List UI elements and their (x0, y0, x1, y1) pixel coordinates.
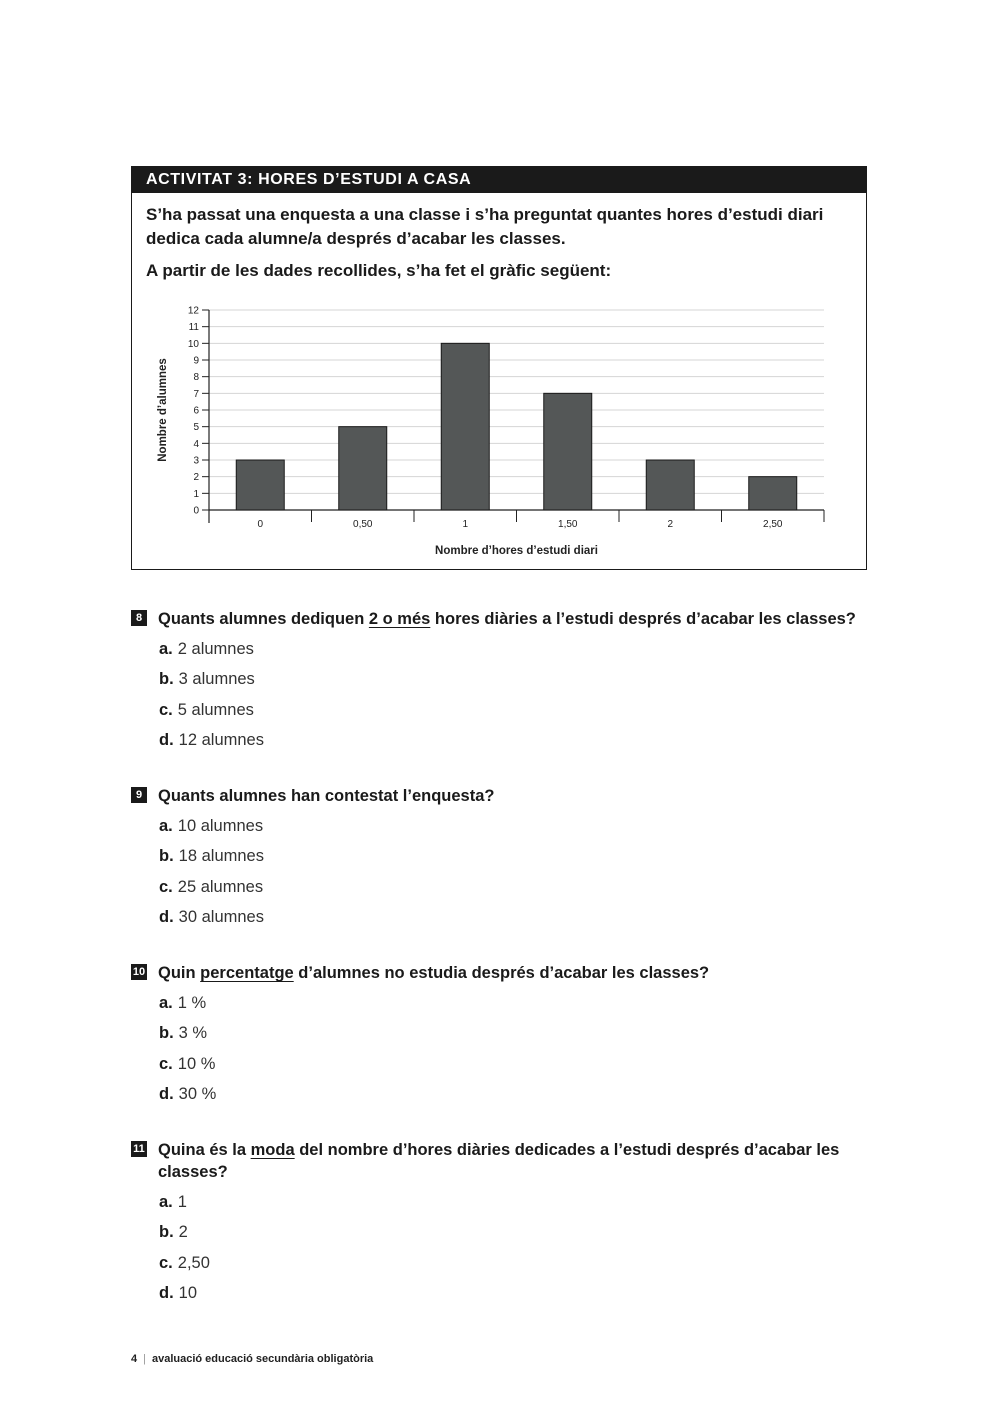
question-11 (131, 1139, 871, 1312)
x-tick-label: 2 (667, 519, 674, 530)
bar (339, 427, 387, 510)
option-b[interactable]: b. 3 alumnes (159, 670, 255, 689)
bar (236, 460, 284, 510)
question-text: Quants alumnes han contestat l’enquesta? (158, 787, 495, 805)
bar (544, 393, 592, 510)
option-c[interactable]: c. 2,50 (159, 1253, 210, 1272)
option-a[interactable]: a. 1 % (159, 994, 207, 1012)
activity-title: ACTIVITAT 3: HORES D’ESTUDI A CASA (132, 167, 866, 193)
bar (646, 460, 694, 510)
page-footer (131, 1353, 373, 1365)
activity-box (131, 166, 867, 570)
option-d[interactable]: d. 30 alumnes (159, 907, 264, 926)
activity-intro: S’ha passat una enquesta a una classe i s’ha preguntat quantes hores d’estudi diari dedica cada alumne/a després d’acabar les classes. (146, 205, 824, 248)
y-tick-label: 2 (193, 472, 199, 484)
option-c[interactable]: c. 5 alumnes (159, 700, 254, 719)
y-axis-label: Nombre d’alumnes (157, 358, 169, 462)
option-d[interactable]: d. 12 alumnes (159, 730, 264, 749)
x-tick-label: 1,50 (558, 519, 578, 530)
y-tick-label: 6 (193, 405, 199, 417)
underlined-term: 2 o més (368, 610, 431, 628)
question-number: 10 (132, 966, 146, 978)
question-number: 9 (131, 787, 147, 803)
y-tick-label: 3 (193, 455, 199, 467)
option-a[interactable]: a. 10 alumnes (159, 817, 264, 835)
option-a[interactable]: a. 1 (159, 1193, 187, 1211)
y-tick-label: 0 (193, 505, 199, 517)
y-tick-label: 11 (188, 322, 199, 334)
y-tick-label: 4 (193, 438, 199, 450)
x-tick-label: 0 (257, 519, 264, 530)
question-8 (131, 608, 871, 759)
option-d[interactable]: d. 10 (159, 1283, 198, 1302)
underlined-term: percentatge (200, 964, 294, 982)
x-tick-label: 2,50 (763, 519, 783, 530)
y-tick-label: 5 (193, 422, 199, 434)
option-b[interactable]: b. 2 (159, 1223, 188, 1242)
question-9 (131, 785, 871, 936)
option-d[interactable]: d. 30 % (159, 1084, 217, 1103)
bar (441, 343, 489, 510)
question-text: Quina és la moda del nombre d’hores diàries dedicades a l’estudi després d’acabar les classes? (158, 1141, 840, 1181)
bar-chart (132, 167, 866, 569)
y-tick-label: 9 (193, 355, 199, 367)
option-c[interactable]: c. 10 % (159, 1054, 216, 1073)
question-text: Quants alumnes dediquen 2 o més hores diàries a l’estudi després d’acabar les classes? (158, 610, 856, 628)
option-c[interactable]: c. 25 alumnes (159, 877, 264, 896)
question-number: 11 (131, 1141, 147, 1157)
underlined-term: moda (250, 1141, 295, 1159)
option-b[interactable]: b. 18 alumnes (159, 847, 264, 866)
option-a[interactable]: a. 2 alumnes (159, 640, 254, 658)
question-10 (131, 962, 871, 1113)
question-text: Quin percentatge d’alumnes no estudia després d’acabar les classes? (158, 964, 710, 982)
x-tick-label: 0,50 (353, 519, 373, 530)
x-tick-label: 1 (462, 519, 469, 530)
x-axis-label: Nombre d’hores d’estudi diari (435, 545, 598, 557)
bar (749, 477, 797, 510)
question-number: 8 (131, 610, 147, 626)
y-tick-label: 1 (193, 488, 199, 500)
page-number: 4 (131, 1353, 138, 1365)
footer-text: avaluació educació secundària obligatòria (151, 1353, 374, 1365)
y-tick-label: 8 (193, 372, 199, 384)
y-tick-label: 7 (193, 388, 199, 400)
option-b[interactable]: b. 3 % (159, 1024, 208, 1043)
footer-separator: | (143, 1353, 146, 1365)
y-tick-label: 10 (187, 338, 199, 350)
activity-intro-2: A partir de les dades recollides, s’ha fet el gràfic següent: (146, 261, 612, 280)
y-tick-label: 12 (187, 305, 199, 317)
